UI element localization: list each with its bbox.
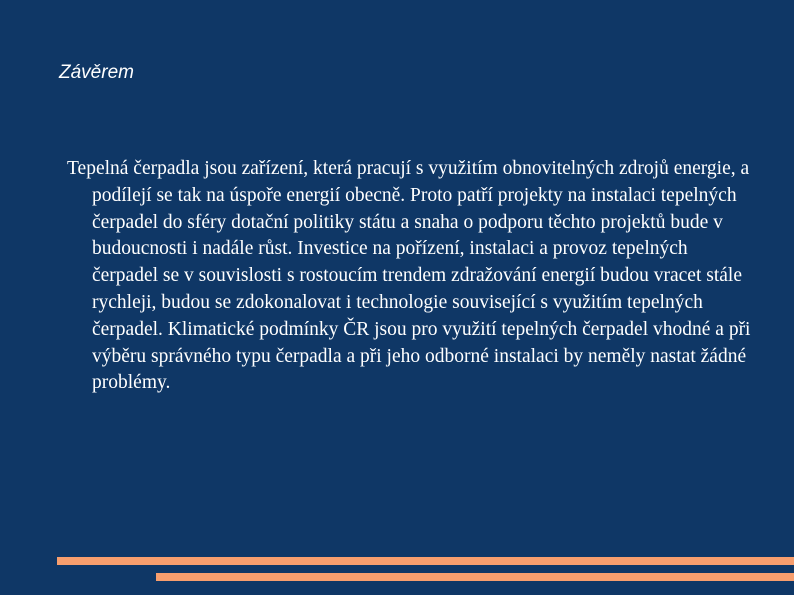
slide-body-text: Tepelná čerpadla jsou zařízení, která pracují s využitím obnovitelných zdrojů energie, a podílejí se tak na úspoře energií obecně. Proto patří projekty na instalaci tepelných čerpadel do sféry dotační politiky státu a snaha o podporu těchto projektů bude v budoucnosti i nadále růst. Investice na pořízení, instalaci a provoz tepelných čerpadel se v souvislosti s rostoucím trendem zdražování energií budou vracet stále rychleji, budou se zdokonalovat i technologie související s využitím tepelných čerpadel. Klimatické podmínky ČR jsou pro využití tepelných čerpadel vhodné a při výběru správného typu čerpadla a při jeho odborné instalaci by neměly nastat žádné problémy. (67, 158, 751, 394)
accent-bar-bottom (156, 573, 794, 581)
accent-bar-top (57, 557, 794, 565)
slide-title: Závěrem (59, 62, 134, 83)
